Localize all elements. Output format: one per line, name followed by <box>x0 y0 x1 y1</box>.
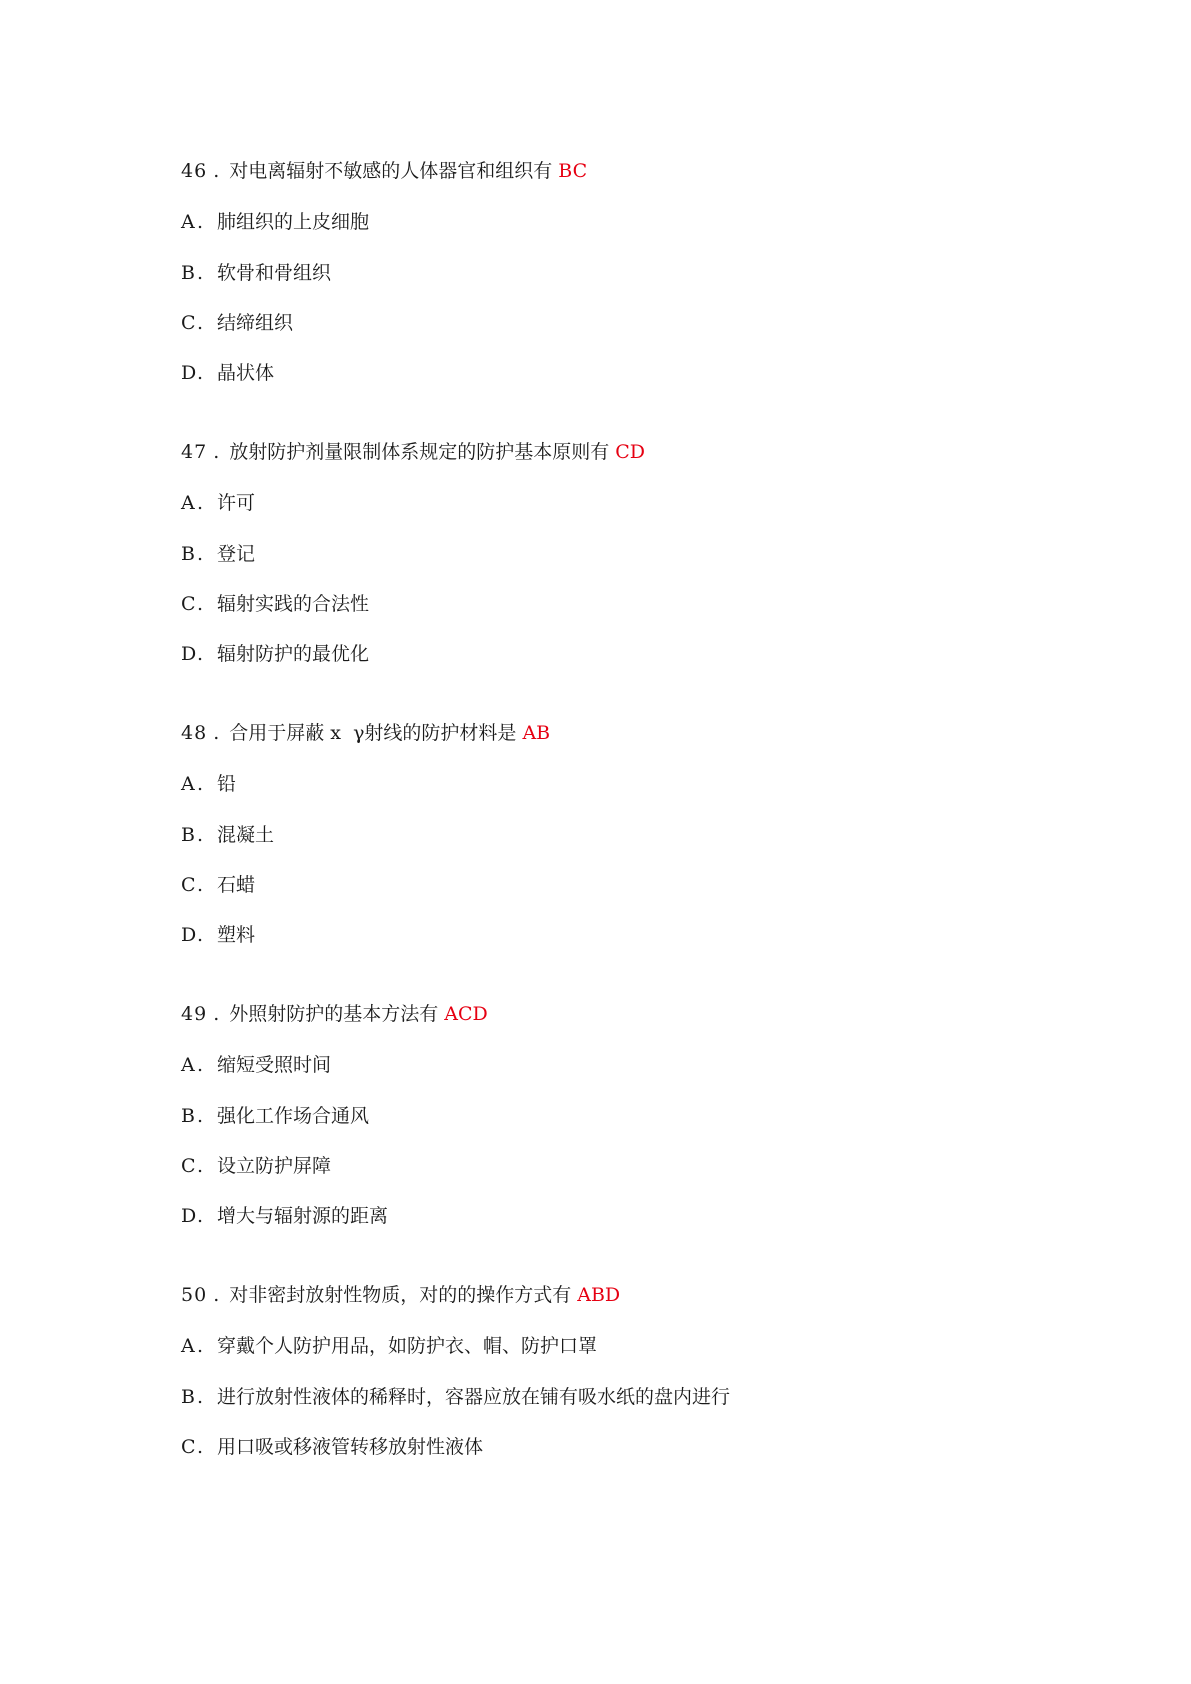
option-b: B . 强化工作场合通风 <box>181 1102 369 1130</box>
answer-key: BC <box>558 160 588 182</box>
option-a: A . 穿戴个人防护用品，如防护衣、帽、防护口罩 <box>181 1332 597 1360</box>
option-c: C. 石蜡 <box>181 871 255 899</box>
option-text: 辐射防护的最优化 <box>217 643 370 665</box>
question-stem <box>181 1000 488 1028</box>
option-c: C. 用口吸或移液管转移放射性液体 <box>181 1433 483 1461</box>
answer-key: ACD <box>444 1003 488 1025</box>
option-letter: B <box>181 262 195 284</box>
option-letter: C <box>181 874 196 896</box>
option-b: B . 进行放射性液体的稀释时，容器应放在铺有吸水纸的盘内进行 <box>181 1383 730 1411</box>
option-d: D. 辐射防护的最优化 <box>181 640 369 668</box>
answer-key: CD <box>615 441 646 463</box>
question-text: 对非密封放射性物质，对的的操作方式有 <box>229 1284 572 1306</box>
option-d: D. 塑料 <box>181 921 255 949</box>
question-number: 49 <box>181 1003 208 1025</box>
option-text: 强化工作场合通风 <box>217 1105 370 1127</box>
option-letter: A <box>181 1335 195 1357</box>
answer-key: AB <box>522 722 551 744</box>
option-text: 结缔组织 <box>217 312 294 334</box>
option-letter: C <box>181 312 196 334</box>
question-separator: . <box>213 441 220 463</box>
option-letter: B <box>181 824 195 846</box>
option-text: 许可 <box>217 492 256 514</box>
option-text: 辐射实践的合法性 <box>217 593 370 615</box>
option-text: 铅 <box>217 773 237 795</box>
option-text: 缩短受照时间 <box>217 1054 332 1076</box>
option-text: 软骨和骨组织 <box>217 262 332 284</box>
option-text: 肺组织的上皮细胞 <box>217 211 370 233</box>
option-letter: D <box>181 1205 197 1227</box>
option-letter: D <box>181 924 197 946</box>
question-number: 48 <box>181 722 208 744</box>
question-number: 50 <box>181 1284 208 1306</box>
question-number: 47 <box>181 441 208 463</box>
option-letter: C <box>181 1436 196 1458</box>
option-b: B . 登记 <box>181 540 255 568</box>
option-letter: B <box>181 543 195 565</box>
option-letter: A <box>181 1054 195 1076</box>
question-text: 外照射防护的基本方法有 <box>229 1003 439 1025</box>
option-text: 设立防护屏障 <box>217 1155 332 1177</box>
answer-key: ABD <box>577 1284 621 1306</box>
option-b: B . 混凝土 <box>181 821 274 849</box>
option-c: C. 辐射实践的合法性 <box>181 590 369 618</box>
option-c: C. 结缔组织 <box>181 309 293 337</box>
question-separator: . <box>213 160 220 182</box>
option-letter: A <box>181 492 195 514</box>
option-c: C. 设立防护屏障 <box>181 1152 331 1180</box>
question-separator: . <box>213 722 220 744</box>
option-text: 登记 <box>217 543 256 565</box>
option-b: B . 软骨和骨组织 <box>181 259 331 287</box>
option-letter: A <box>181 773 195 795</box>
question-text: 合用于屏蔽 x γ射线的防护材料是 <box>229 722 517 744</box>
question-text: 放射防护剂量限制体系规定的防护基本原则有 <box>229 441 610 463</box>
question-stem <box>181 438 645 466</box>
option-text: 晶状体 <box>217 362 275 384</box>
option-text: 进行放射性液体的稀释时，容器应放在铺有吸水纸的盘内进行 <box>217 1386 731 1408</box>
question-stem <box>181 719 550 747</box>
option-letter: A <box>181 211 195 233</box>
question-separator: . <box>213 1003 220 1025</box>
option-letter: B <box>181 1386 195 1408</box>
option-text: 石蜡 <box>217 874 256 896</box>
option-d: D. 晶状体 <box>181 359 274 387</box>
option-a: A . 肺组织的上皮细胞 <box>181 208 369 236</box>
option-a: A . 缩短受照时间 <box>181 1051 331 1079</box>
question-number: 46 <box>181 160 208 182</box>
option-text: 塑料 <box>217 924 256 946</box>
question-stem <box>181 157 587 185</box>
option-letter: C <box>181 593 196 615</box>
option-text: 增大与辐射源的距离 <box>217 1205 389 1227</box>
option-letter: D <box>181 362 197 384</box>
option-d: D. 增大与辐射源的距离 <box>181 1202 388 1230</box>
question-text: 对电离辐射不敏感的人体器官和组织有 <box>229 160 553 182</box>
option-letter: C <box>181 1155 196 1177</box>
option-text: 穿戴个人防护用品，如防护衣、帽、防护口罩 <box>217 1335 598 1357</box>
option-letter: D <box>181 643 197 665</box>
option-a: A . 许可 <box>181 489 255 517</box>
question-stem <box>181 1281 620 1309</box>
option-text: 用口吸或移液管转移放射性液体 <box>217 1436 484 1458</box>
option-text: 混凝土 <box>217 824 275 846</box>
option-letter: B <box>181 1105 195 1127</box>
question-separator: . <box>213 1284 220 1306</box>
option-a: A . 铅 <box>181 770 236 798</box>
